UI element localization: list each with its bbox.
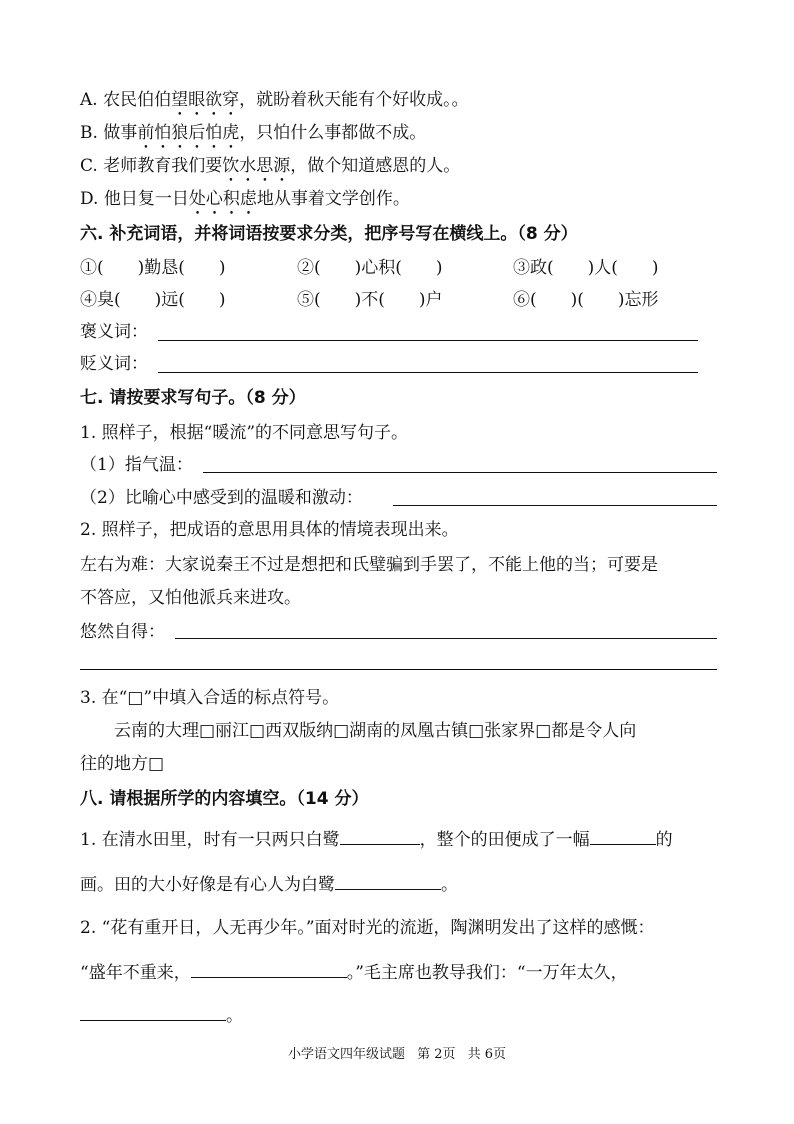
q6-item-5: ⑤( )不( )户 <box>297 290 443 310</box>
q6-item-1: ①( )勤恳( ) <box>80 258 226 278</box>
q8-f1-blank1[interactable] <box>340 826 420 845</box>
q8-f1-text-c: 的 <box>655 830 673 850</box>
q7-s3-text-line2: 往的地方□ <box>80 754 165 774</box>
q8-f1-line1 <box>80 826 673 852</box>
q7-s2-answer-label: 悠然自得： <box>80 622 165 642</box>
q8-heading: 八. 请根据所学的内容填空。（14 分） <box>80 789 369 809</box>
q8-f2-text-c: 。”毛主席也教导我们：“一万年太久， <box>346 963 628 983</box>
option-c-idiom: 饮水思源 <box>222 156 291 176</box>
page-footer <box>0 1043 794 1062</box>
option-c-suffix: ，做个知道感恩的人。 <box>290 156 461 176</box>
q7-heading: 七. 请按要求写句子。（8 分） <box>80 388 306 408</box>
option-c <box>80 154 460 186</box>
q7-s2-prompt: 2. 照样子，把成语的意思用具体的情境表现出来。 <box>80 520 459 540</box>
q8-f1-blank2[interactable] <box>590 826 656 845</box>
footer-page-total: 共 6页 <box>467 1047 507 1062</box>
q8-f1-text-a: 1. 在清水田里，时有一只两只白鹭 <box>80 830 340 850</box>
option-b-prefix: B. 做事 <box>80 123 138 143</box>
option-d-suffix: 地从事着文学创作。 <box>256 189 410 209</box>
q7-s1-a-label: （1）指气温： <box>80 455 193 475</box>
q8-f2-text-b: “盛年不重来， <box>80 963 191 983</box>
q8-f2-line2 <box>80 959 628 985</box>
q8-f1-text-d: 画。田的大小好像是有心人为白鹭 <box>80 875 335 895</box>
q8-f2-line1: 2. “花有重开日，人无再少年。”面对时光的流逝，陶渊明发出了这样的感慨： <box>80 918 655 938</box>
option-a-idiom: 望眼欲穿 <box>171 90 240 110</box>
q8-f2-blank1[interactable] <box>191 959 347 978</box>
q8-f1-text-b: ，整个的田便成了一幅 <box>419 830 590 850</box>
q8-f1-text-e: 。 <box>441 875 458 895</box>
option-d <box>80 187 410 219</box>
option-b <box>80 121 426 153</box>
option-b-idiom: 前怕狼后怕虎 <box>137 123 240 143</box>
q7-s2-answer-line1[interactable] <box>175 638 717 639</box>
q8-f1-line2 <box>80 871 458 897</box>
q7-s3-prompt: 3. 在“□”中填入合适的标点符号。 <box>80 688 340 708</box>
q6-heading: 六. 补充词语，并将词语按要求分类，把序号写在横线上。（8 分） <box>80 224 578 244</box>
option-a-suffix: ，就盼着秋天能有个好收成。。 <box>239 90 469 110</box>
q6-item-2: ②( )心积( ) <box>297 258 443 278</box>
q7-s3-text-line1: 云南的大理□丽江□西双版纳□湖南的凤凰古镇□张家界□都是令人向 <box>114 721 637 741</box>
option-d-idiom: 处心积虑 <box>188 189 257 209</box>
q6-item-3: ③政( )人( ) <box>513 258 659 278</box>
option-a <box>80 88 469 120</box>
commendatory-answer-line[interactable] <box>158 340 698 341</box>
footer-title: 小学语文四年级试题 <box>287 1047 405 1062</box>
commendatory-label: 褒义词： <box>80 322 148 342</box>
q6-item-4: ④臭( )远( ) <box>80 290 226 310</box>
option-d-prefix: D. 他日复一日 <box>80 189 189 209</box>
q8-f2-blank2[interactable] <box>80 1002 226 1021</box>
q7-s2-answer-line2[interactable] <box>80 669 717 670</box>
q7-s1-b-answer-line[interactable] <box>393 505 717 506</box>
q7-s1-a-answer-line[interactable] <box>203 472 717 473</box>
option-b-suffix: ，只怕什么事都做不成。 <box>239 123 427 143</box>
option-c-prefix: C. 老师教育我们要 <box>80 156 223 176</box>
footer-page-number: 第 2页 <box>417 1047 456 1062</box>
q8-f2-line3 <box>80 1002 243 1028</box>
q8-f1-blank3[interactable] <box>335 871 441 890</box>
q7-s2-example-line2: 不答应，又怕他派兵来进攻。 <box>80 588 301 608</box>
derogatory-label: 贬义词： <box>80 354 148 374</box>
q7-s1-prompt: 1. 照样子，根据“暖流”的不同意思写句子。 <box>80 423 409 443</box>
q7-s2-example-line1: 左右为难：大家说秦王不过是想把和氏璧骗到手罢了，不能上他的当；可要是 <box>80 555 658 575</box>
option-a-prefix: A. 农民伯伯 <box>80 90 172 110</box>
q6-item-6: ⑥( )( )忘形 <box>513 290 659 310</box>
derogatory-answer-line[interactable] <box>158 372 698 373</box>
q7-s1-b-label: （2）比喻心中感受到的温暖和激动： <box>80 488 363 508</box>
q8-f2-text-d: 。 <box>226 1006 243 1026</box>
